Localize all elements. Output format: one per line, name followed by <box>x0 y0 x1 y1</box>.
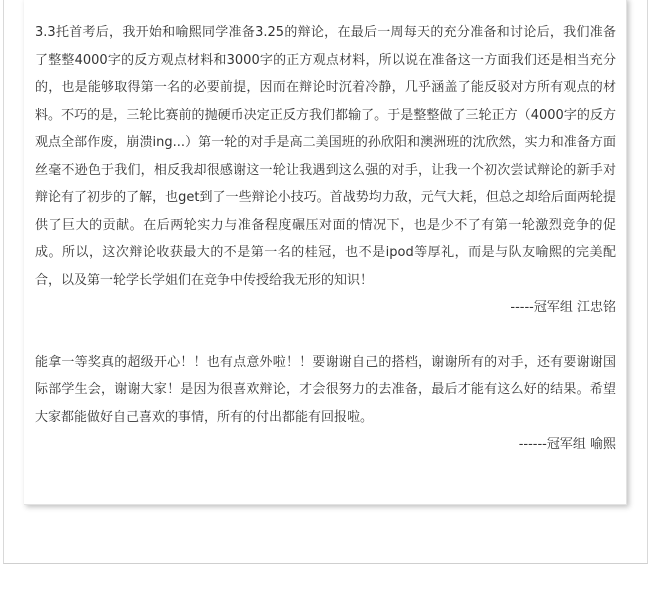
testimonial-paragraph-2: 能拿一等奖真的超级开心！！也有点意外啦！！要谢谢自己的搭档，谢谢所有的对手，还有要谢谢国际部学生会，谢谢大家！是因为很喜欢辩论，才会很努力的去准备，最后才能有这么好的结果。希望大家都能做好自己喜欢的事情，所有的付出都能有回报啦。 <box>35 354 616 425</box>
testimonial-signature-1: -----冠军组 江忠铭 <box>510 300 616 315</box>
testimonial-signature-2: ------冠军组 喻熙 <box>518 437 616 452</box>
testimonial-paragraph-1: 3.3托首考后，我开始和喻熙同学准备3.25的辩论，在最后一周每天的充分准备和讨论后，我们准备了整整4000字的反方观点材料和3000字的正方观点材料，所以说在准备这一方面我们还是相当充分的，也是能够取得第一名的必要前提，因而在辩论时沉着冷静，几乎涵盖了能反驳对方所有观点的材料。不巧的是，三轮比赛前的抛硬币决定正反方我们都输了。于是整整做了三轮正方（4000字的反方观点全部作废，崩溃ing...）第一轮的对手是高二美国班的孙欣阳和澳洲班的沈欣然，实力和准备方面丝毫不逊色于我们，相反我却很感谢这一轮让我遇到这么强的对手，让我一个初次尝试辩论的新手对辩论有了初步的了解，也get到了一些辩论小技巧。首战势均力敌，元气大耗，但总之却给后面两轮提供了巨大的贡献。在后两轮实力与准备程度碾压对面的情况下，也是少不了有第一轮激烈竞争的促成。所以，这次辩论收获最大的不是第一名的桂冠，也不是ipod等厚礼，而是与队友喻熙的完美配合，以及第一轮学长学姐们在竞争中传授给我无形的知识！ <box>35 25 616 288</box>
paragraph-spacer <box>35 322 616 349</box>
article-content <box>35 19 616 459</box>
